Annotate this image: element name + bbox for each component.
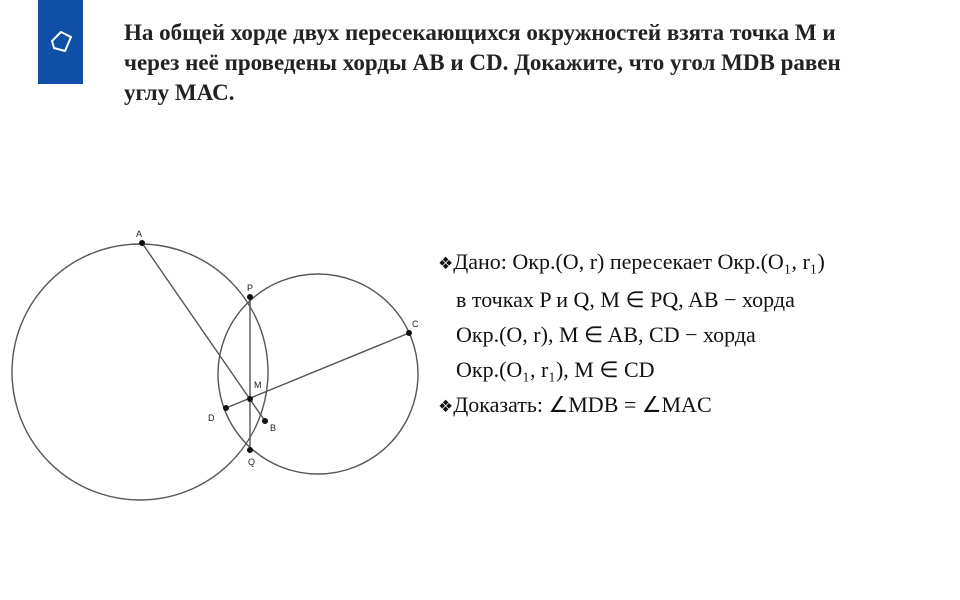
given-block xyxy=(438,244,948,425)
given-text-1: Дано: Окр.(O, r) пересекает Окр.(O₁, r₁) xyxy=(453,249,825,274)
label-c: C xyxy=(412,319,419,329)
given-line-4: Окр.(O₁, r₁), M ∈ CD xyxy=(456,357,655,382)
point-d xyxy=(223,405,229,411)
chord-cd xyxy=(226,333,409,408)
circle-o xyxy=(12,244,268,500)
bullet-icon: ❖ xyxy=(438,397,454,417)
label-p: P xyxy=(247,283,254,293)
bullet-icon: ❖ xyxy=(438,254,454,274)
label-d: D xyxy=(208,413,215,423)
prove-text: Доказать: ∠MDB = ∠MAC xyxy=(453,392,712,417)
point-q xyxy=(247,447,253,453)
label-q: Q xyxy=(248,457,256,467)
given-line-3: Окр.(O, r), M ∈ AB, CD − хорда xyxy=(456,322,756,347)
point-p xyxy=(247,294,253,300)
given-line-2: в точках P и Q, M ∈ PQ, AB − хорда xyxy=(456,287,795,312)
point-c xyxy=(406,330,412,336)
label-b: B xyxy=(270,423,277,433)
chord-ab xyxy=(142,243,265,421)
label-m: M xyxy=(254,380,262,390)
point-a xyxy=(139,240,145,246)
point-m xyxy=(247,396,253,402)
prove-line xyxy=(438,387,948,425)
label-a: A xyxy=(136,229,143,239)
given-line-1 xyxy=(438,244,948,282)
problem-statement: На общей хорде двух пересекающихся окружностей взята точка М и через неё проведены хорды АВ и CD. Докажите, что угол MDB равен углу МАС. xyxy=(124,20,841,105)
point-b xyxy=(262,418,268,424)
